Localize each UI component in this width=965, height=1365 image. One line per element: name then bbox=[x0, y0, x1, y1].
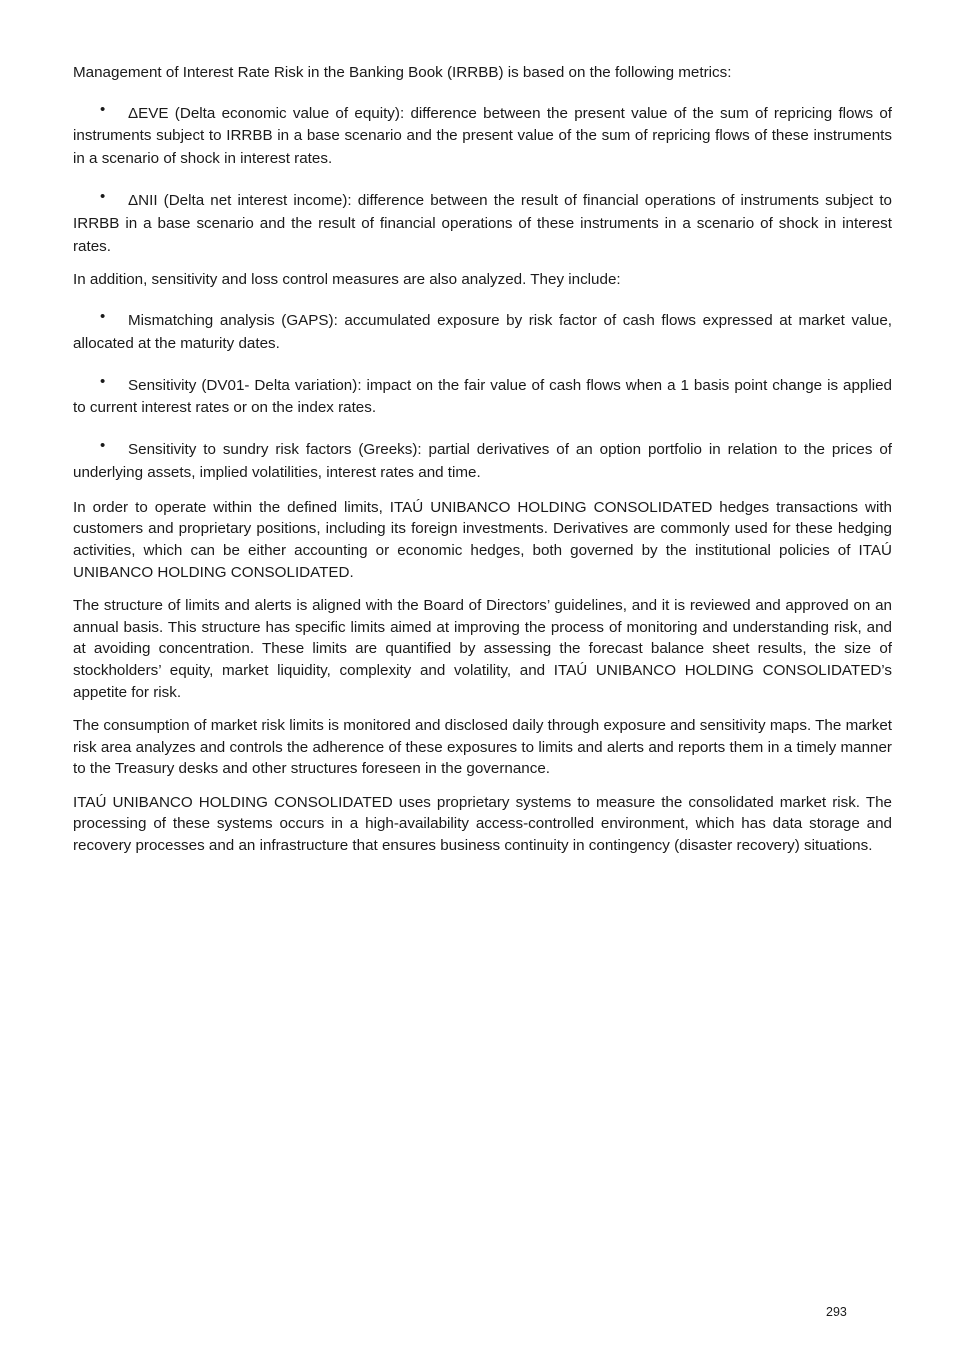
metric-item-nii bbox=[73, 187, 892, 258]
control-item-text: Sensitivity (DV01- Delta variation): impact on the fair value of cash flows when a 1 basis point change is applied to current interest rates or on the index rates. bbox=[73, 376, 892, 417]
bullet-icon: • bbox=[100, 437, 106, 455]
metric-item-text: ΔNII (Delta net interest income): difference between the result of financial operations of instruments subject to IRRBB in a base scenario and the result of financial operations of these instruments in a scenario of shock in interest rates. bbox=[73, 191, 892, 255]
bullet-icon: • bbox=[100, 187, 106, 205]
metric-item-eve bbox=[73, 100, 892, 171]
controls-intro: In addition, sensitivity and loss control measures are also analyzed. They include: bbox=[73, 271, 621, 289]
control-item-text: Sensitivity to sundry risk factors (Greeks): partial derivatives of an option portfolio in relation to the prices of underlying assets, implied volatilities, interest rates and time. bbox=[73, 441, 892, 481]
bullet-icon: • bbox=[100, 372, 106, 390]
document-body bbox=[73, 62, 892, 869]
control-item-greeks bbox=[73, 439, 892, 485]
paragraph-limits-structure: The structure of limits and alerts is aligned with the Board of Directors’ guidelines, and it is reviewed and approved on an annual basis. This structure has specific limits aimed at improving the process of monitoring and understanding risk, and at avoiding concentration. These limits are quantified by assessing the forecast balance sheet results, the size of stockholders’ equity, market liquidity, complexity and volatility, and ITAÚ UNIBANCO HOLDING CONSOLIDATED’s appetite for risk. bbox=[73, 597, 892, 701]
page-number: 293 bbox=[826, 1305, 847, 1319]
control-item-dv01 bbox=[73, 372, 892, 421]
bullet-icon: • bbox=[100, 307, 106, 325]
control-item-text: Mismatching analysis (GAPS): accumulated exposure by risk factor of cash flows expressed at market value, allocated at the maturity dates. bbox=[73, 311, 892, 352]
metric-item-text: ΔEVE (Delta economic value of equity): difference between the present value of the sum of repricing flows of instruments subject to IRRBB in a base scenario and the present value of the sum of repricing flows of these instruments in a scenario of shock in interest rates. bbox=[73, 104, 892, 168]
paragraph-systems: ITAÚ UNIBANCO HOLDING CONSOLIDATED uses proprietary systems to measure the consolidated market risk. The processing of these systems occurs in a high-availability access-controlled environment, which has data storage and recovery processes and an infrastructure that ensures business continuity in contingency (disaster recovery) situations. bbox=[73, 793, 892, 855]
bullet-icon: • bbox=[100, 100, 106, 118]
control-item-gaps bbox=[73, 307, 892, 356]
paragraph-limits-consumption: The consumption of market risk limits is monitored and disclosed daily through exposure and sensitivity maps. The market risk area analyzes and controls the adherence of these exposures to limits and alerts and reports them in a timely manner to the Treasury desks and other structures foreseen in the governance. bbox=[73, 717, 892, 778]
irrbb-intro: Management of Interest Rate Risk in the Banking Book (IRRBB) is based on the following metrics: bbox=[73, 64, 732, 81]
paragraph-hedging: In order to operate within the defined limits, ITAÚ UNIBANCO HOLDING CONSOLIDATED hedges transactions with customers and proprietary positions, including its foreign investments. Derivatives are commonly used for these hedging activities, which can be either accounting or economic hedges, both governed by the institutional policies of ITAÚ UNIBANCO HOLDING CONSOLIDATED. bbox=[73, 498, 892, 581]
